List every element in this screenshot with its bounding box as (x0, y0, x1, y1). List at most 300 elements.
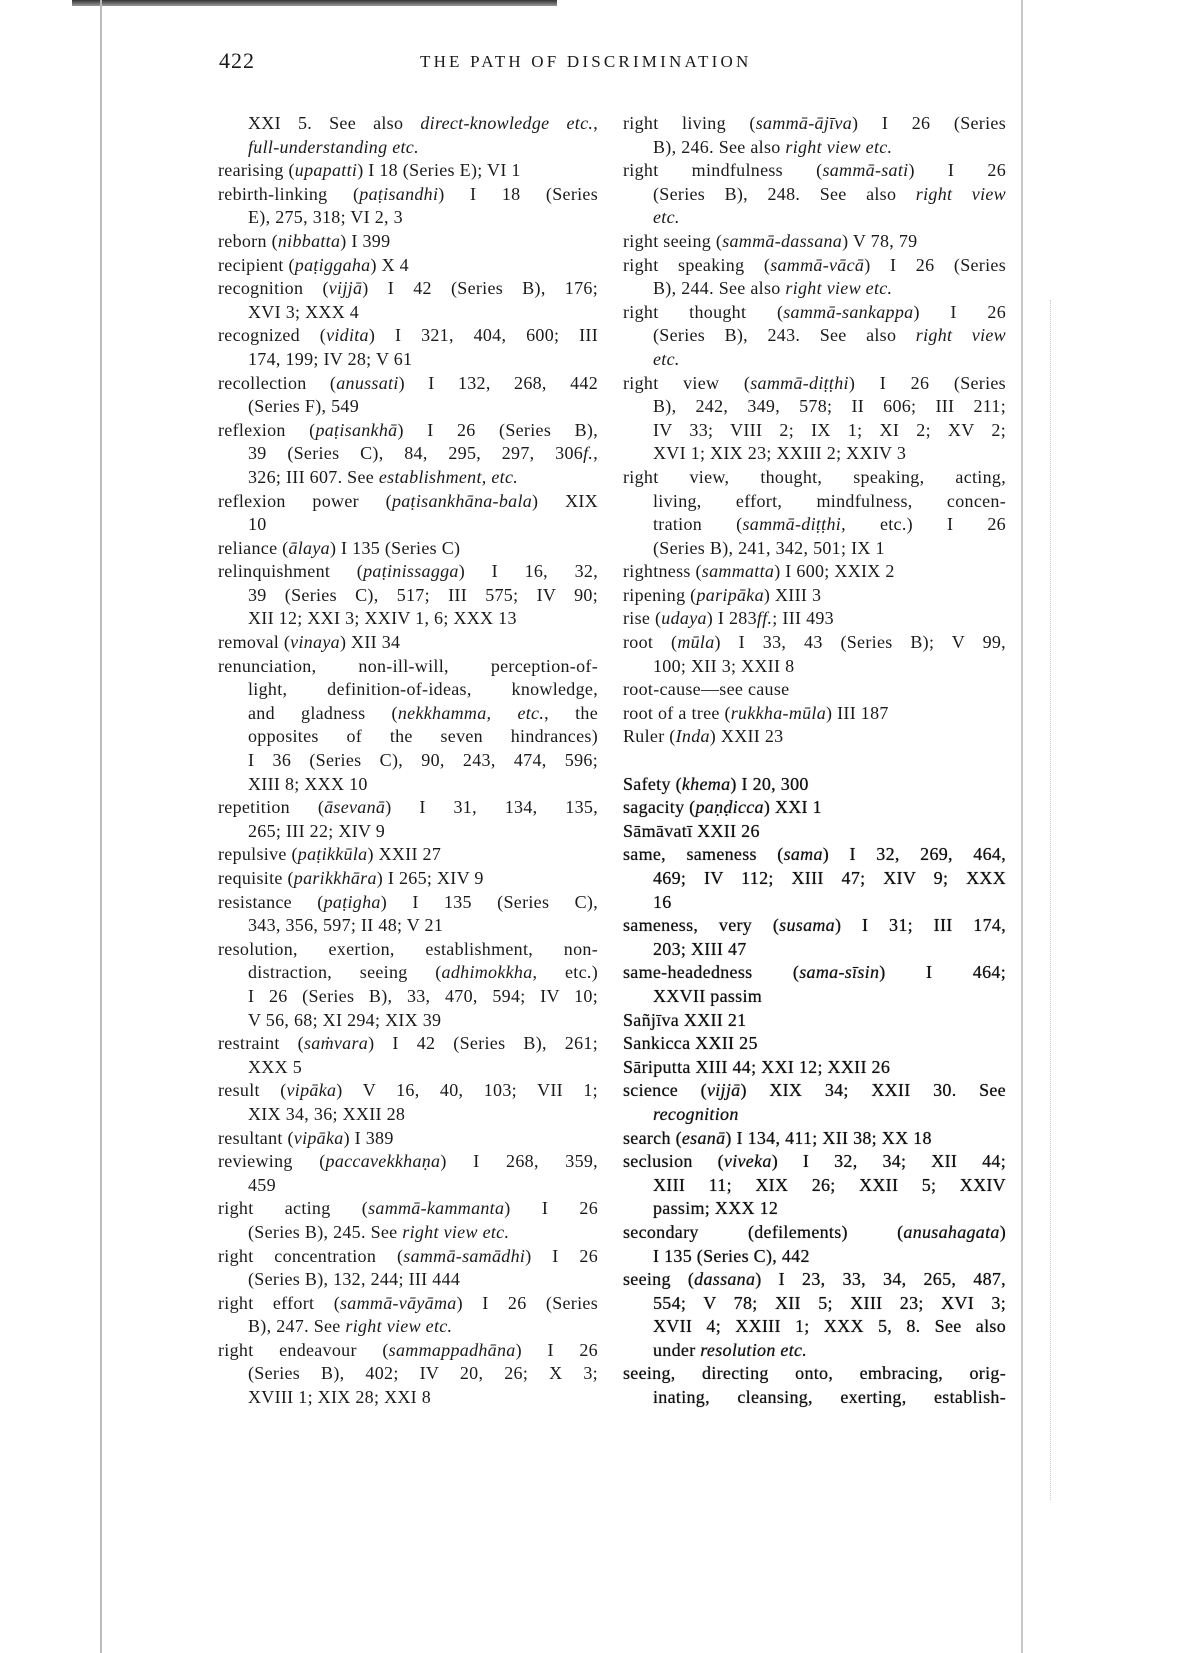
pali-term: right view etc. (785, 278, 893, 299)
index-entry (218, 277, 598, 324)
index-entry (623, 1032, 1006, 1056)
entry-text: ) I 26 (Series (852, 113, 1006, 133)
entry-text: reviewing ( (218, 1151, 326, 1172)
index-line (623, 584, 1006, 608)
entry-text: (Series B), 248. See also (653, 183, 916, 204)
entry-text: ) I 42 (Series B), 261; (368, 1033, 598, 1054)
index-line (623, 1103, 1006, 1127)
entry-text: ) (999, 1221, 1006, 1242)
index-line (218, 136, 598, 160)
index-line (218, 867, 598, 891)
index-entry (218, 1339, 598, 1410)
entry-text: ) XIX 34; XXII 30. See (740, 1080, 1006, 1101)
entry-text: 343, 356, 597; II 48; V 21 (248, 915, 444, 936)
entry-text: Sāriputta XIII 44; XXI 12; XXII 26 (623, 1056, 891, 1077)
entry-text: rightness ( (623, 561, 702, 582)
pali-term: right view etc. (785, 136, 893, 157)
pali-term: paṭisankhāna-bala (391, 490, 533, 511)
pali-term: paṭikkūla (297, 844, 368, 865)
index-line (218, 891, 598, 915)
index-entry (218, 891, 598, 938)
index-line (218, 537, 598, 561)
index-line (623, 773, 1006, 797)
entry-text: ) I 134, 411; XII 38; XX 18 (725, 1127, 932, 1148)
index-line (218, 301, 598, 325)
pali-term: etc. (653, 207, 680, 228)
pali-term: nibbatta (277, 230, 341, 251)
index-entry (218, 230, 598, 254)
index-line (218, 1009, 598, 1033)
entry-text: ) V 16, 40, 103; VII 1; (336, 1080, 598, 1101)
scan-noise (1050, 300, 1052, 1500)
entry-text: I 36 (Series C), 90, 243, 474, 596; (248, 750, 598, 771)
entry-text: ) I 600; XXIX 2 (774, 561, 895, 582)
index-column-right (623, 112, 1006, 1410)
entry-text: under (653, 1339, 701, 1360)
index-line (623, 938, 1006, 962)
entry-text: root ( (623, 632, 678, 653)
entry-text: root of a tree ( (623, 702, 731, 723)
entry-text: resultant ( (218, 1127, 294, 1148)
index-line (218, 1339, 598, 1363)
index-line (218, 796, 598, 820)
index-line (218, 607, 598, 631)
entry-text: XII 12; XXI 3; XXIV 1, 6; XXX 13 (248, 608, 517, 629)
entry-text: 265; III 22; XIV 9 (248, 820, 386, 841)
pali-term: establishment, etc. (378, 466, 519, 487)
index-line (218, 1292, 598, 1316)
index-line (623, 1150, 1006, 1174)
entry-text: 469; IV 112; XIII 47; XIV 9; XXX (653, 868, 1006, 888)
index-entry (623, 961, 1006, 1008)
entry-text: rise ( (623, 608, 662, 629)
index-line (623, 1268, 1006, 1292)
index-line (218, 584, 598, 608)
entry-text: requisite ( (218, 868, 294, 888)
entry-text: seclusion ( (623, 1151, 724, 1172)
index-line (218, 961, 598, 985)
index-line (623, 490, 1006, 514)
index-line (218, 631, 598, 655)
index-entry (623, 301, 1006, 372)
index-line (623, 725, 1006, 749)
index-line (623, 537, 1006, 561)
index-line (218, 914, 598, 938)
index-line (623, 1056, 1006, 1080)
index-line (623, 372, 1006, 396)
index-line (623, 1315, 1006, 1339)
entry-text: right effort ( (218, 1292, 340, 1313)
pali-term: khema (681, 773, 731, 794)
entry-text: ) I 23, 33, 34, 265, 487, (755, 1269, 1006, 1290)
entry-text: ) I 33, 43 (Series B); V 99, (714, 632, 1006, 653)
entry-text: etc.) I 26 (845, 514, 1006, 535)
index-line (218, 843, 598, 867)
pali-term: sammā-samādhi (403, 1245, 526, 1266)
entry-text: ) I 20, 300 (730, 773, 809, 794)
pali-term: vijjā (706, 1080, 741, 1101)
entry-text: I 135 (Series C), 442 (653, 1245, 810, 1266)
index-line (623, 655, 1006, 679)
index-line (623, 843, 1006, 867)
pali-term: vinaya (290, 632, 340, 653)
pali-term: paṭigha (323, 891, 381, 912)
pali-term: paṭiggaha (294, 254, 371, 275)
entry-text: ) I 31, 134, 135, (385, 797, 598, 818)
index-entry (623, 254, 1006, 301)
entry-text: right mindfulness ( (623, 160, 823, 181)
pali-term: right view etc. (402, 1221, 510, 1242)
index-line (218, 395, 598, 419)
entry-text: ) I 464; (879, 962, 1007, 983)
entry-text: ) I 265; XIV 9 (376, 868, 484, 888)
entry-text: ) I 26 (504, 1198, 598, 1219)
index-entry (218, 1079, 598, 1126)
index-entry (218, 537, 598, 561)
index-entry (623, 820, 1006, 844)
pali-term: dassana (694, 1269, 756, 1290)
entry-text: and gladness ( (248, 702, 398, 723)
index-line (623, 112, 1006, 136)
entry-text: 203; XIII 47 (653, 938, 747, 959)
pali-term: sammā-sankappa (783, 301, 914, 322)
entry-text: , the (544, 702, 598, 723)
entry-text: IV 33; VIII 2; IX 1; XI 2; XV 2; (653, 419, 1006, 440)
index-entry (623, 1009, 1006, 1033)
index-line (623, 631, 1006, 655)
entry-text: ) I 26 (Series (864, 254, 1006, 275)
index-line (218, 348, 598, 372)
index-line (623, 1386, 1006, 1410)
index-entry (218, 843, 598, 867)
entry-text: , etc.) (532, 962, 598, 983)
entry-text: ) XII 34 (339, 632, 401, 653)
pali-term: paṭisandhi (359, 183, 439, 204)
entry-text: right concentration ( (218, 1245, 404, 1266)
entry-text: ) I 26 (Series (848, 372, 1006, 393)
entry-text: opposites of the seven hindrances) (248, 726, 598, 747)
scan-edge-top (72, 0, 557, 6)
index-line (623, 348, 1006, 372)
index-entry (218, 867, 598, 891)
entry-text: ) I 32, 34; XII 44; (771, 1151, 1006, 1172)
entry-text: Safety ( (623, 773, 682, 794)
entry-text: Sāmāvatī XXII 26 (623, 820, 760, 841)
index-line (623, 324, 1006, 348)
index-line (623, 1339, 1006, 1363)
pali-term: sammā-diṭṭhi, (742, 514, 846, 535)
page-number: 422 (219, 48, 255, 73)
entry-text: search ( (623, 1127, 682, 1148)
index-entry (218, 1292, 598, 1339)
pali-term: adhimokkha (441, 962, 533, 983)
entry-text: 326; III 607. See (248, 466, 379, 487)
entry-text: inating, cleansing, exerting, establish- (653, 1387, 1006, 1408)
index-entry (218, 254, 598, 278)
entry-text: ) X 4 (370, 254, 409, 275)
index-line (218, 702, 598, 726)
pali-term: Inda (675, 726, 710, 747)
index-line (218, 560, 598, 584)
index-line (218, 749, 598, 773)
pali-term: paṭisankhā (315, 419, 398, 440)
pali-term: ff. (756, 608, 773, 629)
index-line (218, 1362, 598, 1386)
entry-text: repetition ( (218, 797, 325, 818)
index-entry (623, 773, 1006, 797)
pali-term: right view etc. (345, 1316, 453, 1337)
index-entry (218, 631, 598, 655)
entry-text: ) I 42 (Series B), 176; (362, 278, 598, 299)
entry-text: ) XXII 27 (367, 844, 442, 865)
entry-text: ) I 26 (Series B), (397, 419, 598, 440)
index-line (623, 891, 1006, 915)
index-entry (218, 938, 598, 1032)
pali-term: vipāka (286, 1080, 337, 1101)
entry-text: removal ( (218, 632, 291, 653)
index-entry (218, 1197, 598, 1244)
index-entry (623, 230, 1006, 254)
index-line (623, 301, 1006, 325)
pali-term: mūla (677, 632, 715, 653)
entry-text: Sañjīva XXII 21 (623, 1009, 747, 1030)
pali-term: full-understanding etc. (248, 136, 419, 157)
entry-text: XIII 8; XXX 10 (248, 773, 368, 794)
entry-text: ) I 26 (908, 160, 1006, 181)
entry-text: right speaking ( (623, 254, 771, 275)
index-line (623, 914, 1006, 938)
index-line (218, 1315, 598, 1339)
entry-text: recognition ( (218, 278, 329, 299)
entry-text: recollection ( (218, 372, 337, 393)
entry-text: reflexion power ( (218, 490, 392, 511)
index-line (218, 183, 598, 207)
pali-term: sammā-diṭṭhi (750, 372, 849, 393)
index-line (218, 1174, 598, 1198)
entry-text: same-headedness ( (623, 962, 800, 983)
pali-term: paṭinissagga (363, 561, 459, 582)
index-entry (218, 796, 598, 843)
scan-edge-left (100, 0, 102, 1653)
entry-text: , (593, 443, 598, 464)
index-line (623, 867, 1006, 891)
entry-text: XVI 3; XXX 4 (248, 301, 360, 322)
entry-text: XXX 5 (248, 1056, 302, 1077)
pali-term: susama (779, 915, 835, 936)
entry-text: distraction, seeing ( (248, 962, 442, 983)
entry-text: passim; XXX 12 (653, 1198, 779, 1219)
entry-text: ) I 16, 32, (458, 561, 598, 582)
entry-text: 16 (653, 891, 672, 912)
index-line (218, 1221, 598, 1245)
index-line (218, 1127, 598, 1151)
pali-term: esanā (681, 1127, 726, 1148)
pali-term: nekkhamma, etc. (397, 702, 545, 723)
pali-term: upapatti (294, 160, 358, 181)
entry-text: ) I 18 (Series E); VI 1 (357, 160, 521, 181)
pali-term: sammā-vācā (770, 254, 865, 275)
entry-text: ) I 26 (515, 1339, 598, 1360)
entry-text: ) I 268, 359, (440, 1151, 598, 1172)
index-entry (218, 560, 598, 631)
index-line (623, 702, 1006, 726)
entry-text: (Series F), 549 (248, 396, 359, 417)
index-column-left (218, 112, 598, 1410)
index-line (218, 159, 598, 183)
pali-term: parikkhāra (293, 868, 377, 888)
entry-text: XVI 1; XIX 23; XXIII 2; XXIV 3 (653, 443, 907, 464)
index-line (623, 206, 1006, 230)
index-section (218, 112, 598, 1410)
index-line (218, 254, 598, 278)
entry-text: ) III 187 (826, 702, 889, 723)
entry-text: resistance ( (218, 891, 324, 912)
index-entry (623, 796, 1006, 820)
pali-term: sama (783, 844, 823, 865)
entry-text: ripening ( (623, 584, 697, 605)
index-line (218, 820, 598, 844)
entry-text: ) XXI 1 (763, 797, 822, 818)
entry-text: recipient ( (218, 254, 295, 275)
index-line (623, 1079, 1006, 1103)
scan-edge-right (1021, 0, 1023, 1653)
entry-text: XVIII 1; XIX 28; XXI 8 (248, 1387, 432, 1408)
entry-text: seeing, directing onto, embracing, orig- (623, 1363, 1006, 1384)
pali-term: paccavekkhaṇa (325, 1151, 441, 1172)
index-line (218, 1197, 598, 1221)
entry-text: restraint ( (218, 1033, 304, 1054)
index-line (218, 938, 598, 962)
index-line (218, 442, 598, 466)
entry-text: ) I 135 (Series C), (380, 891, 598, 912)
pali-term: etc. (653, 348, 680, 369)
index-line (218, 419, 598, 443)
index-line (218, 1056, 598, 1080)
entry-text: ) I 26 (Series (456, 1292, 598, 1313)
pali-term: vidita (326, 325, 369, 346)
pali-term: f. (583, 443, 594, 464)
index-line (623, 442, 1006, 466)
pali-term: right view (915, 183, 1006, 204)
entry-text: tration ( (653, 514, 743, 535)
entry-text: relinquishment ( (218, 561, 364, 582)
index-entry (218, 112, 598, 159)
entry-text: 39 (Series C), 517; III 575; IV 90; (248, 584, 598, 605)
pali-term: viveka (723, 1151, 772, 1172)
entry-text: ) I 31; III 174, (834, 915, 1007, 936)
index-entry (218, 655, 598, 797)
index-line (623, 1127, 1006, 1151)
entry-text: rebirth-linking ( (218, 183, 360, 204)
entry-text: XIII 11; XIX 26; XXII 5; XXIV (653, 1174, 1006, 1195)
index-line (623, 230, 1006, 254)
index-line (218, 773, 598, 797)
index-line (218, 1245, 598, 1269)
index-line (218, 1268, 598, 1292)
index-entry (623, 607, 1006, 631)
entry-text: Sankicca XXII 25 (623, 1033, 758, 1054)
index-entry (218, 324, 598, 371)
entry-text: (Series B), 402; IV 20, 26; X 3; (248, 1363, 598, 1384)
index-line (623, 277, 1006, 301)
entry-text: (Series B), 243. See also (653, 325, 916, 346)
pali-term: sama-sīsin (799, 962, 880, 983)
index-line (218, 466, 598, 490)
entry-text: ) XXII 23 (709, 726, 784, 747)
pali-term: vipāka (293, 1127, 344, 1148)
entry-text: E), 275, 318; VI 2, 3 (248, 207, 403, 228)
pali-term: direct-knowledge etc. (420, 113, 594, 133)
index-line (218, 277, 598, 301)
index-entry (623, 914, 1006, 961)
entry-text: ) I 26 (913, 301, 1006, 322)
entry-text: right acting ( (218, 1198, 369, 1219)
index-entry (623, 1150, 1006, 1221)
entry-text: rearising ( (218, 160, 295, 181)
pali-term: rukkha-mūla (730, 702, 827, 723)
entry-text: ) I 399 (340, 230, 391, 251)
entry-text: recognized ( (218, 325, 327, 346)
index-line (218, 655, 598, 679)
index-line (623, 961, 1006, 985)
pali-term: paripāka (696, 584, 764, 605)
index-entry (623, 466, 1006, 560)
pali-term: saṁvara (303, 1033, 369, 1054)
running-head: THE PATH OF DISCRIMINATION (420, 52, 752, 71)
entry-text: reflexion ( (218, 419, 316, 440)
entry-text: root-cause—see cause (623, 679, 790, 700)
index-line (623, 466, 1006, 490)
pali-term: sammatta (701, 561, 775, 582)
index-line (623, 1292, 1006, 1316)
pali-term: sammā-ājīva (755, 113, 853, 133)
entry-text: ) XIII 3 (763, 584, 822, 605)
index-entry (623, 702, 1006, 726)
entry-text: ; III 493 (772, 608, 834, 629)
index-entry (218, 159, 598, 183)
index-line (218, 725, 598, 749)
entry-text: right seeing ( (623, 230, 723, 251)
index-entry (623, 584, 1006, 608)
index-line (623, 1197, 1006, 1221)
entry-text: ) I 26 (525, 1245, 598, 1266)
index-entry (218, 183, 598, 230)
index-entry (623, 112, 1006, 159)
index-line (623, 820, 1006, 844)
entry-text: ) I 389 (343, 1127, 394, 1148)
entry-text: 39 (Series C), 84, 295, 297, 306 (248, 443, 584, 464)
index-line (623, 607, 1006, 631)
index-line (218, 1150, 598, 1174)
entry-text: B), 247. See (248, 1316, 346, 1337)
index-entry (218, 419, 598, 490)
index-line (623, 395, 1006, 419)
entry-text: XVII 4; XXIII 1; XXX 5, 8. See also (653, 1316, 1006, 1337)
entry-text: resolution, exertion, establishment, non- (218, 938, 598, 959)
index-line (623, 159, 1006, 183)
index-line (623, 1032, 1006, 1056)
entry-text: XXI 5. See also (248, 113, 421, 133)
entry-text: B), 246. See also (653, 136, 786, 157)
index-line (623, 1245, 1006, 1269)
pali-term: vijjā (328, 278, 363, 299)
index-line (623, 1009, 1006, 1033)
index-line (623, 1362, 1006, 1386)
entry-text: right living ( (623, 113, 756, 133)
entry-text: seeing ( (623, 1269, 695, 1290)
entry-text: repulsive ( (218, 844, 298, 865)
index-section (623, 773, 1006, 1410)
